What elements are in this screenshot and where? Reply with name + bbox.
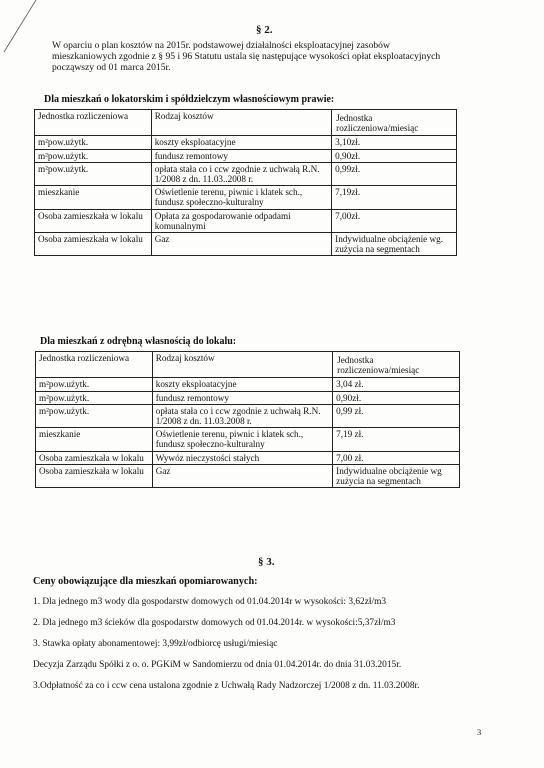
cost-type-cell: koszty eksploatacyjne bbox=[152, 378, 332, 391]
cost-type-cell: opłata stała co i ccw zgodnie z uchwałą R.N. 1/2008 z dn. 11.03..2008 r. bbox=[151, 162, 331, 185]
amount-cell: 7,00zł. bbox=[332, 209, 457, 232]
price-list-item: Decyzja Zarządu Spółki z o. o. PGKiM w Sandomierzu od dnia 01.04.2014r. do dnia 31.03.2015r. bbox=[33, 660, 402, 670]
cost-type-cell: Oświetlenie terenu, piwnic i klatek sch., fundusz społeczno-kulturalny bbox=[152, 428, 332, 451]
cost-type-cell: fundusz remontowy bbox=[151, 149, 331, 162]
price-list-item: 1. Dla jednego m3 wody dla gospodarstw domowych od 01.04.2014r w wysokości: 3,62zł/m3 bbox=[33, 597, 387, 607]
section-3-heading: § 3. bbox=[258, 556, 275, 568]
page-number: 3 bbox=[477, 727, 482, 737]
amount-cell: 7,19zł. bbox=[332, 186, 457, 209]
table-1-title: Dla mieszkań o lokatorskim i spółdzielczym własnościowym prawie: bbox=[44, 94, 335, 105]
intro-line: począwszy od 01 marca 2015r. bbox=[52, 62, 171, 74]
table-row bbox=[35, 162, 457, 185]
table-header-row bbox=[36, 352, 460, 378]
unit-cell: Osoba zamieszkała w lokalu bbox=[36, 464, 153, 487]
cost-type-cell: Oświetlenie terenu, piwnic i klatek sch., fundusz społeczno-kulturalny bbox=[151, 186, 331, 209]
table-row bbox=[35, 209, 457, 232]
unit-cell: m²pow.użytk. bbox=[36, 378, 153, 391]
table-row bbox=[35, 186, 457, 209]
table-header-row bbox=[35, 110, 457, 136]
table-row bbox=[36, 428, 460, 451]
section-2-heading: § 2. bbox=[256, 24, 273, 36]
amount-cell: 3,10zł. bbox=[332, 136, 457, 149]
cost-type-cell: koszty eksploatacyjne bbox=[151, 136, 331, 149]
column-header: Rodzaj kosztów bbox=[151, 110, 331, 136]
table-row bbox=[36, 464, 460, 487]
unit-cell: mieszkanie bbox=[35, 186, 152, 209]
table-row bbox=[35, 233, 457, 256]
table-row bbox=[36, 378, 460, 391]
price-list-item: 3.Odpłatność za co i ccw cena ustalona zgodnie z Uchwałą Rady Nadzorczej 1/2008 z dn. 11.03.2008r. bbox=[33, 681, 420, 691]
amount-cell: 3,04 zł. bbox=[333, 378, 460, 391]
section-3-title: Ceny obowiązujące dla mieszkań opomiarowanych: bbox=[33, 576, 258, 587]
price-list-item: 3. Stawka opłaty abonamentowej: 3,99zł/odbiorcę usługi/miesiąc bbox=[33, 639, 278, 649]
amount-cell: Indywidualne obciążenie wg. zużycia na segmentach bbox=[332, 233, 457, 256]
amount-cell: 0,99zł. bbox=[332, 162, 457, 185]
column-header: Jednostka rozliczeniowa/miesiąc bbox=[332, 110, 457, 136]
cost-type-cell: Opłata za gospodarowanie odpadami komunalnymi bbox=[151, 209, 331, 232]
table-2-title: Dla mieszkań z odrębną własnością do lokalu: bbox=[40, 336, 237, 347]
table-row bbox=[36, 451, 460, 464]
unit-cell: m²pow.użytk. bbox=[35, 162, 152, 185]
amount-cell: 0,99 zł. bbox=[333, 404, 460, 427]
amount-cell: 7,00 zł. bbox=[333, 451, 460, 464]
unit-cell: m²pow.użytk. bbox=[36, 391, 153, 404]
unit-cell: Osoba zamieszkała w lokalu bbox=[35, 209, 152, 232]
intro-line: W oparciu o plan kosztów na 2015r. podstawowej działalności eksploatacyjnej zasobów bbox=[52, 40, 390, 51]
table-row bbox=[36, 391, 460, 404]
amount-cell: 0,90zł. bbox=[332, 149, 457, 162]
unit-cell: m²pow.użytk. bbox=[35, 149, 152, 162]
cost-type-cell: Gaz bbox=[152, 464, 332, 487]
column-header: Jednostka rozliczeniowa bbox=[35, 110, 152, 136]
cost-type-cell: opłata stała co i ccw zgodnie z uchwałą R.N. 1/2008 z dn. 11.03.2008 r. bbox=[152, 404, 332, 427]
intro-line: mieszkaniowych zgodnie z § 95 i 96 Statutu ustala się następujące wysokości opłat eksploatacyjnych bbox=[52, 51, 441, 63]
table-row bbox=[36, 404, 460, 427]
cost-type-cell: Wywóz nieczystości stałych bbox=[152, 451, 332, 464]
amount-cell: 7,19 zł. bbox=[333, 428, 460, 451]
unit-cell: Osoba zamieszkała w lokalu bbox=[36, 451, 153, 464]
amount-cell: 0,90zł. bbox=[333, 391, 460, 404]
corner-fold-line bbox=[0, 0, 40, 60]
table-row bbox=[35, 149, 457, 162]
table-1 bbox=[34, 109, 457, 256]
unit-cell: Osoba zamieszkała w lokalu bbox=[35, 233, 152, 256]
price-list-item: 2. Dla jednego m3 ścieków dla gospodarstw domowych od 01.04.2014r. w wysokości:5,37zł/m3 bbox=[33, 618, 396, 628]
column-header: Jednostka rozliczeniowa bbox=[36, 352, 153, 378]
unit-cell: mieszkanie bbox=[36, 428, 153, 451]
column-header: Jednostka rozliczeniowa/miesiąc bbox=[333, 352, 460, 378]
table-row bbox=[35, 136, 457, 149]
table-2 bbox=[35, 351, 460, 488]
section-2-intro bbox=[52, 40, 492, 74]
unit-cell: m²pow.użytk. bbox=[35, 136, 152, 149]
price-list bbox=[33, 597, 523, 702]
column-header: Rodzaj kosztów bbox=[152, 352, 332, 378]
cost-type-cell: fundusz remontowy bbox=[152, 391, 332, 404]
cost-type-cell: Gaz bbox=[151, 233, 331, 256]
amount-cell: Indywidualne obciążenie wg zużycia na segmentach bbox=[333, 464, 460, 487]
unit-cell: m²pow.użytk. bbox=[36, 404, 153, 427]
